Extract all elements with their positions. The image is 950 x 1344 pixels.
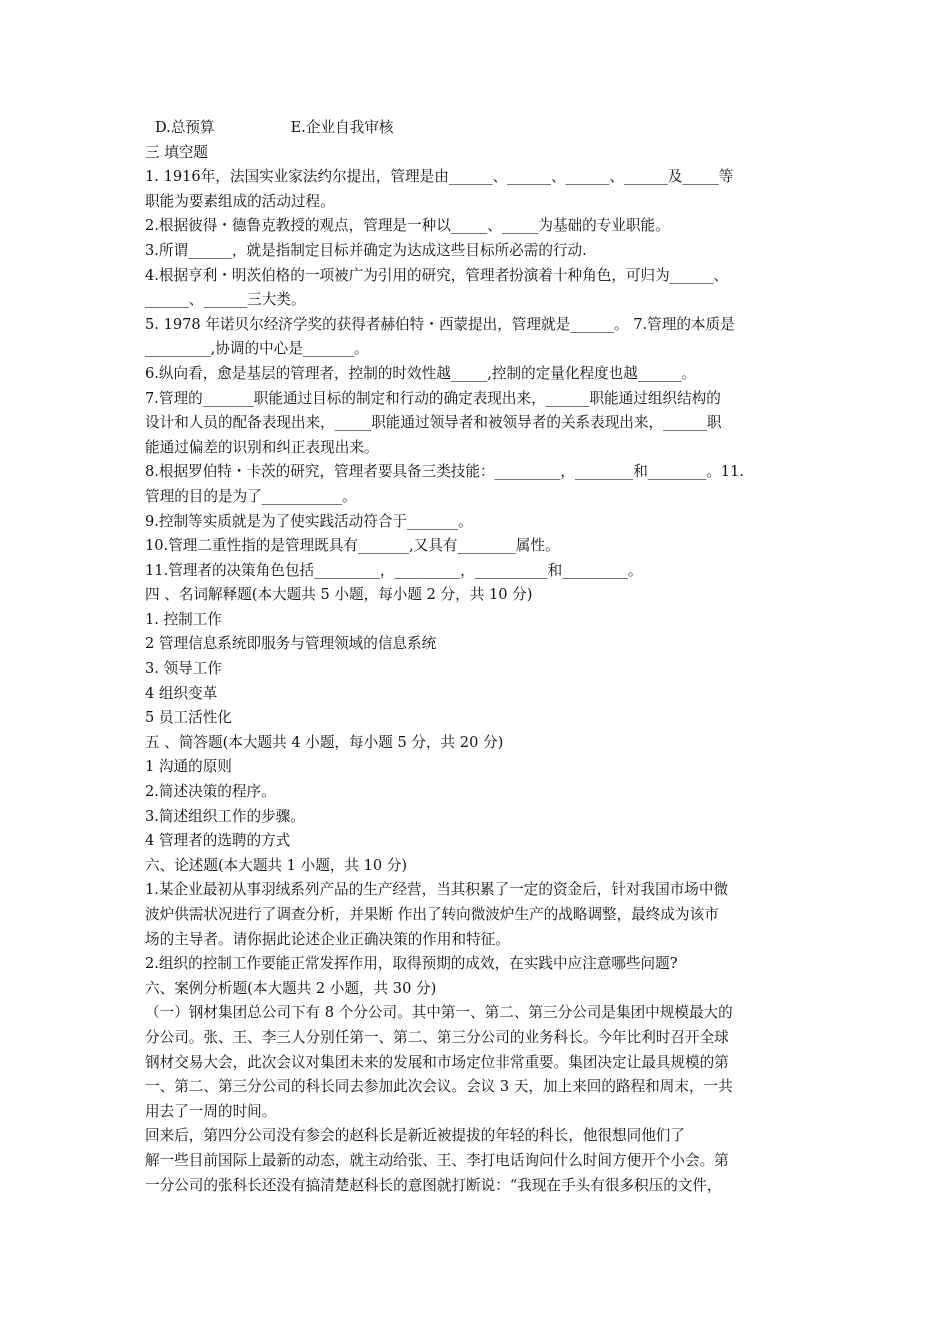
- text-line: 2.组织的控制工作要能正常发挥作用，取得预期的成效，在实践中应注意哪些问题?: [145, 955, 678, 973]
- text-line: 波炉供需状况进行了调查分析，并果断 作出了转向微波炉生产的战略调整，最终成为该市: [145, 906, 719, 923]
- option-d: D.总预算: [155, 119, 215, 136]
- text-line: 三 填空题: [145, 143, 209, 161]
- text-line: 2 管理信息系统即服务与管理领域的信息系统: [145, 635, 437, 653]
- text-line: 一分公司的张科长还没有搞清楚赵科长的意图就打断说：“我现在手头有很多积压的文件，: [145, 1176, 722, 1194]
- text-line: 7.管理的_______职能通过目标的制定和行动的确定表现出来，______职能通过组织结构的: [145, 389, 721, 407]
- text-line: 3.简述组织工作的步骤。: [145, 807, 305, 825]
- text-line: 9.控制等实质就是为了使实践活动符合于_______。: [145, 512, 473, 530]
- text-line: 六、论述题(本大题共 1 小题，共 10 分): [145, 856, 408, 874]
- text-line: 4.根据亨利・明茨伯格的一项被广为引用的研究，管理者扮演着十种角色，可归为______、: [145, 266, 729, 284]
- text-line: 解一些目前国际上最新的动态，就主动给张、王、李打电话询问什么时间方便开个小会。第: [145, 1151, 729, 1169]
- text-line: _________,协调的中心是_______。: [145, 340, 369, 358]
- text-line: （一）钢材集团总公司下有 8 个分公司。其中第一、第二、第三分公司是集团中规模最大的: [145, 1004, 733, 1022]
- text-line: 钢材交易大会，此次会议对集团未来的发展和市场定位非常重要。集团决定让最具规模的第: [145, 1053, 729, 1071]
- text-line: 能通过偏差的识别和纠正表现出来。: [145, 438, 379, 456]
- text-line: 4 组织变革: [145, 684, 218, 702]
- text-line: 场的主导者。请你据此论述企业正确决策的作用和特征。: [145, 930, 510, 948]
- text-line: 六、案例分析题(本大题共 2 小题，共 30 分): [145, 979, 437, 997]
- text-line: ______、______三大类。: [145, 291, 306, 309]
- text-line: 职能为要素组成的活动过程。: [145, 192, 335, 210]
- text-line: 四 、名词解释题(本大题共 5 小题，每小题 2 分，共 10 分): [145, 586, 533, 604]
- text-line: 1.某企业最初从事羽绒系列产品的生产经营，当其积累了一定的资金后，针对我国市场中微: [145, 881, 729, 899]
- text-line: 1. 1916年，法国实业家法约尔提出，管理是由______、______、______、______及_____等: [145, 168, 734, 186]
- text-line: 4 管理者的选聘的方式: [145, 832, 291, 850]
- text-line: 五 、简答题(本大题共 4 小题，每小题 5 分，共 20 分): [145, 733, 504, 751]
- text-line: 2.简述决策的程序。: [145, 783, 276, 801]
- text-line: 设计和人员的配备表现出来，_____职能通过领导者和被领导者的关系表现出来，______职: [145, 414, 722, 432]
- text-line: 3. 领导工作: [145, 660, 222, 678]
- text-line: 8.根据罗伯特・卡茨的研究，管理者要具备三类技能：_________，________和________。11.: [145, 463, 744, 481]
- text-line: 11.管理者的决策角色包括_________，_________，__________和_________。: [145, 561, 643, 579]
- options-line: [145, 116, 810, 141]
- text-line: 回来后，第四分公司没有参会的赵科长是新近被提拔的年轻的科长，他很想同他们了: [145, 1127, 685, 1145]
- text-line: 分公司。张、王、李三人分别任第一、第二、第三分公司的业务科长。今年比利时召开全球: [145, 1028, 729, 1046]
- text-lines: [145, 141, 810, 1199]
- text-line: 1. 控制工作: [145, 610, 222, 628]
- text-line: 管理的目的是为了___________。: [145, 487, 357, 505]
- option-e: E.企业自我审核: [290, 119, 394, 136]
- text-line: 6.纵向看，愈是基层的管理者，控制的时效性越_____,控制的定量化程度也越______。: [145, 364, 697, 382]
- document-page: [145, 116, 810, 1198]
- text-line: 5 员工活性化: [145, 709, 232, 727]
- text-line: 1 沟通的原则: [145, 758, 232, 776]
- text-line: 5. 1978 年诺贝尔经济学奖的获得者赫伯特・西蒙提出，管理就是______。 7.管理的本质是: [145, 315, 735, 333]
- text-line: 10.管理二重性指的是管理既具有_______,又具有________属性。: [145, 537, 560, 555]
- text-line: 3.所谓______，就是指制定目标并确定为达成这些目标所必需的行动.: [145, 241, 587, 259]
- text-line: 2.根据彼得・德鲁克教授的观点，管理是一种以_____、_____为基础的专业职能。: [145, 217, 670, 235]
- text-line: 用去了一周的时间。: [145, 1102, 277, 1120]
- text-line: 一、第二、第三分公司的科长同去参加此次会议。会议 3 天，加上来回的路程和周末，一共: [145, 1078, 733, 1096]
